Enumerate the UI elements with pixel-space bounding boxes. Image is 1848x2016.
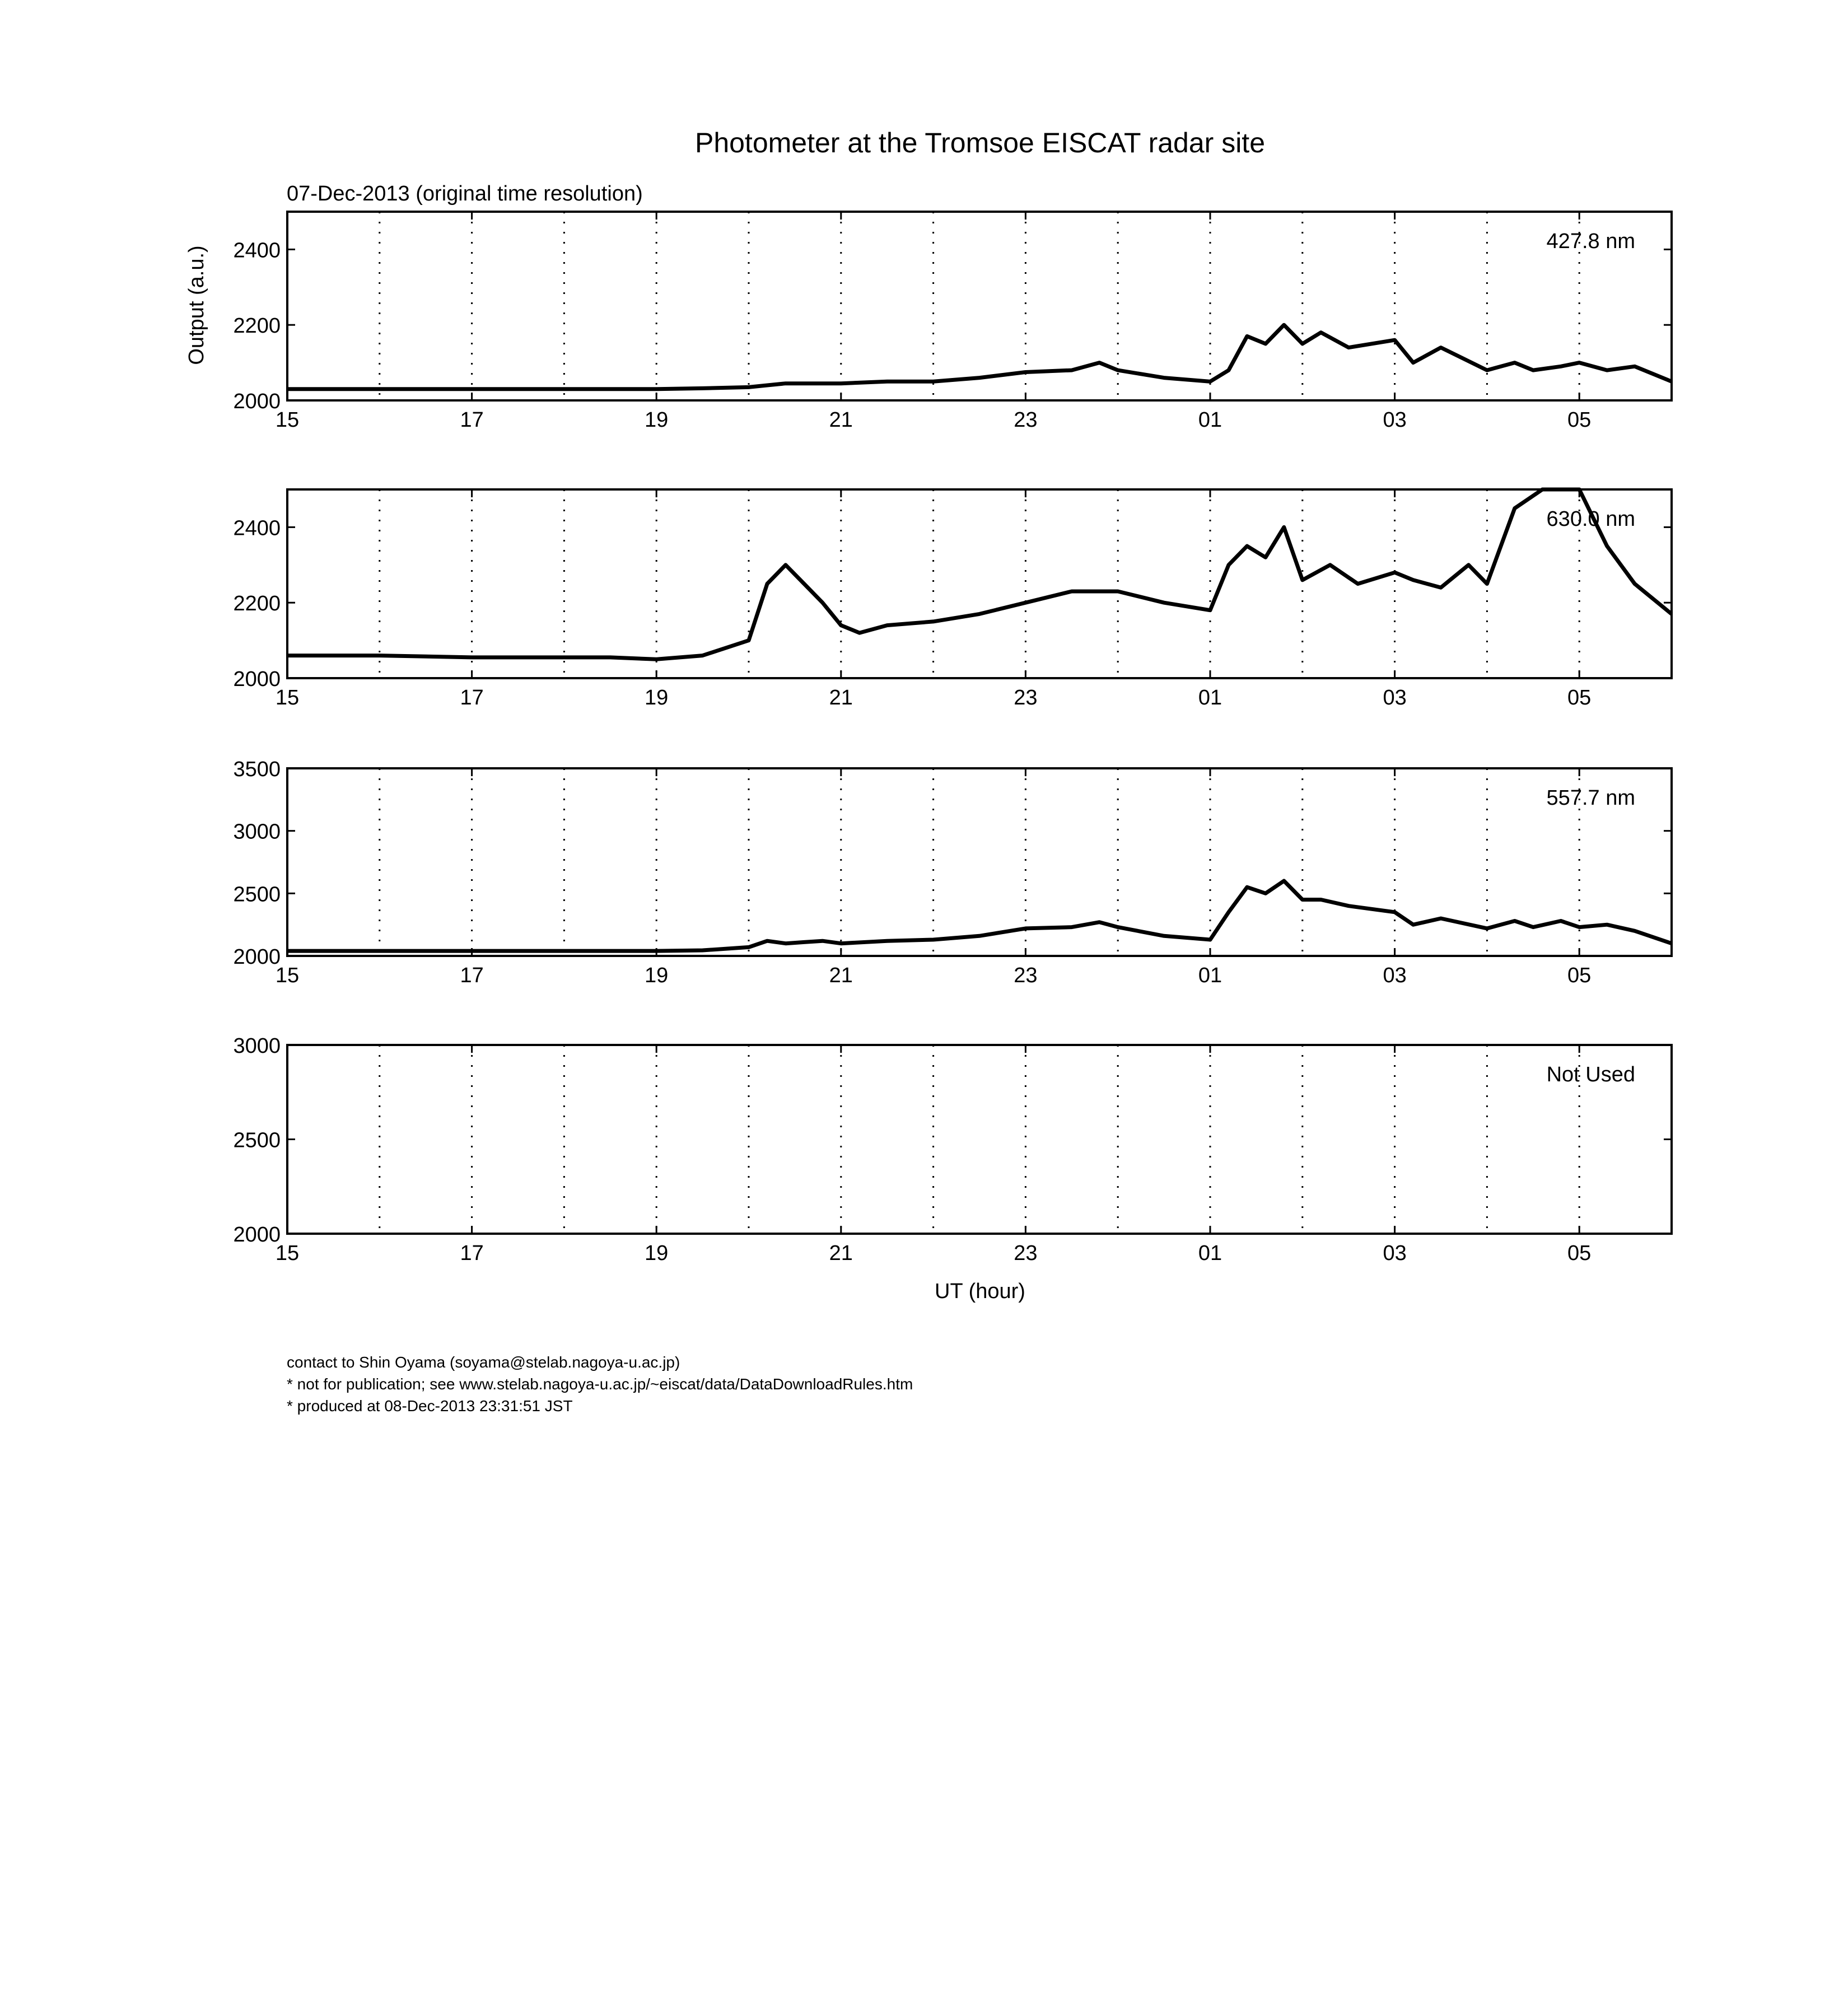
panel-label: 630.0 nm (1546, 507, 1635, 531)
series-line (287, 881, 1672, 951)
footer-publication-note: * not for publication; see www.stelab.nagoya-u.ac.jp/~eiscat/data/DataDownloadRules.htm (287, 1375, 913, 1393)
y-tick-label: 2500 (233, 883, 281, 907)
panel-1 (233, 212, 1672, 432)
y-tick-label: 2200 (233, 314, 281, 338)
series-line (287, 489, 1672, 659)
y-tick-label: 2000 (233, 668, 281, 691)
panel-3 (233, 758, 1672, 987)
y-tick-label: 3000 (233, 1034, 281, 1058)
panel-label: 557.7 nm (1546, 786, 1635, 810)
x-tick-label: 21 (829, 408, 853, 432)
x-tick-label: 01 (1198, 1242, 1222, 1265)
panel-2 (233, 489, 1672, 710)
y-tick-label: 3500 (233, 758, 281, 781)
x-tick-label: 05 (1567, 408, 1592, 432)
x-tick-label: 23 (1014, 408, 1038, 432)
x-tick-label: 01 (1198, 686, 1222, 710)
x-axis-label: UT (hour) (935, 1280, 1025, 1303)
y-tick-label: 2000 (233, 945, 281, 969)
series-line (287, 325, 1672, 389)
x-tick-label: 01 (1198, 964, 1222, 987)
x-tick-label: 17 (460, 408, 484, 432)
date-subtitle: 07-Dec-2013 (original time resolution) (287, 182, 643, 206)
x-tick-label: 03 (1383, 1242, 1407, 1265)
x-tick-label: 23 (1014, 686, 1038, 710)
x-tick-label: 05 (1567, 964, 1592, 987)
plot-frame (287, 1045, 1672, 1234)
figure-title: Photometer at the Tromsoe EISCAT radar site (694, 127, 1266, 158)
x-tick-label: 17 (460, 964, 484, 987)
plot-frame (287, 212, 1672, 400)
y-tick-label: 2400 (233, 516, 281, 540)
x-tick-label: 23 (1014, 1242, 1038, 1265)
plot-frame (287, 489, 1672, 678)
y-tick-label: 2200 (233, 592, 281, 616)
panel-label: 427.8 nm (1546, 230, 1635, 253)
x-tick-label: 05 (1567, 1242, 1592, 1265)
x-tick-label: 21 (829, 964, 853, 987)
x-tick-label: 17 (460, 1242, 484, 1265)
x-tick-label: 05 (1567, 686, 1592, 710)
chart-panels (233, 212, 1672, 1265)
x-tick-label: 19 (645, 964, 669, 987)
x-tick-label: 01 (1198, 408, 1222, 432)
y-axis-label: Output (a.u.) (185, 245, 208, 365)
x-tick-label: 19 (645, 1242, 669, 1265)
x-tick-label: 23 (1014, 964, 1038, 987)
x-tick-label: 03 (1383, 686, 1407, 710)
x-tick-label: 15 (275, 964, 300, 987)
x-tick-label: 21 (829, 686, 853, 710)
x-tick-label: 15 (275, 1242, 300, 1265)
x-tick-label: 03 (1383, 964, 1407, 987)
x-tick-label: 21 (829, 1242, 853, 1265)
y-tick-label: 2400 (233, 239, 281, 263)
x-tick-label: 15 (275, 686, 300, 710)
y-tick-label: 3000 (233, 820, 281, 844)
x-tick-label: 19 (645, 686, 669, 710)
y-tick-label: 2000 (233, 1223, 281, 1247)
y-tick-label: 2000 (233, 390, 281, 413)
footer-contact: contact to Shin Oyama (soyama@stelab.nagoya-u.ac.jp) (287, 1354, 680, 1371)
x-tick-label: 15 (275, 408, 300, 432)
x-tick-label: 03 (1383, 408, 1407, 432)
plot-frame (287, 768, 1672, 956)
footer-produced-time: * produced at 08-Dec-2013 23:31:51 JST (287, 1397, 573, 1415)
x-tick-label: 17 (460, 686, 484, 710)
x-tick-label: 19 (645, 408, 669, 432)
panel-4 (233, 1034, 1672, 1265)
panel-label: Not Used (1546, 1063, 1635, 1086)
y-tick-label: 2500 (233, 1128, 281, 1152)
